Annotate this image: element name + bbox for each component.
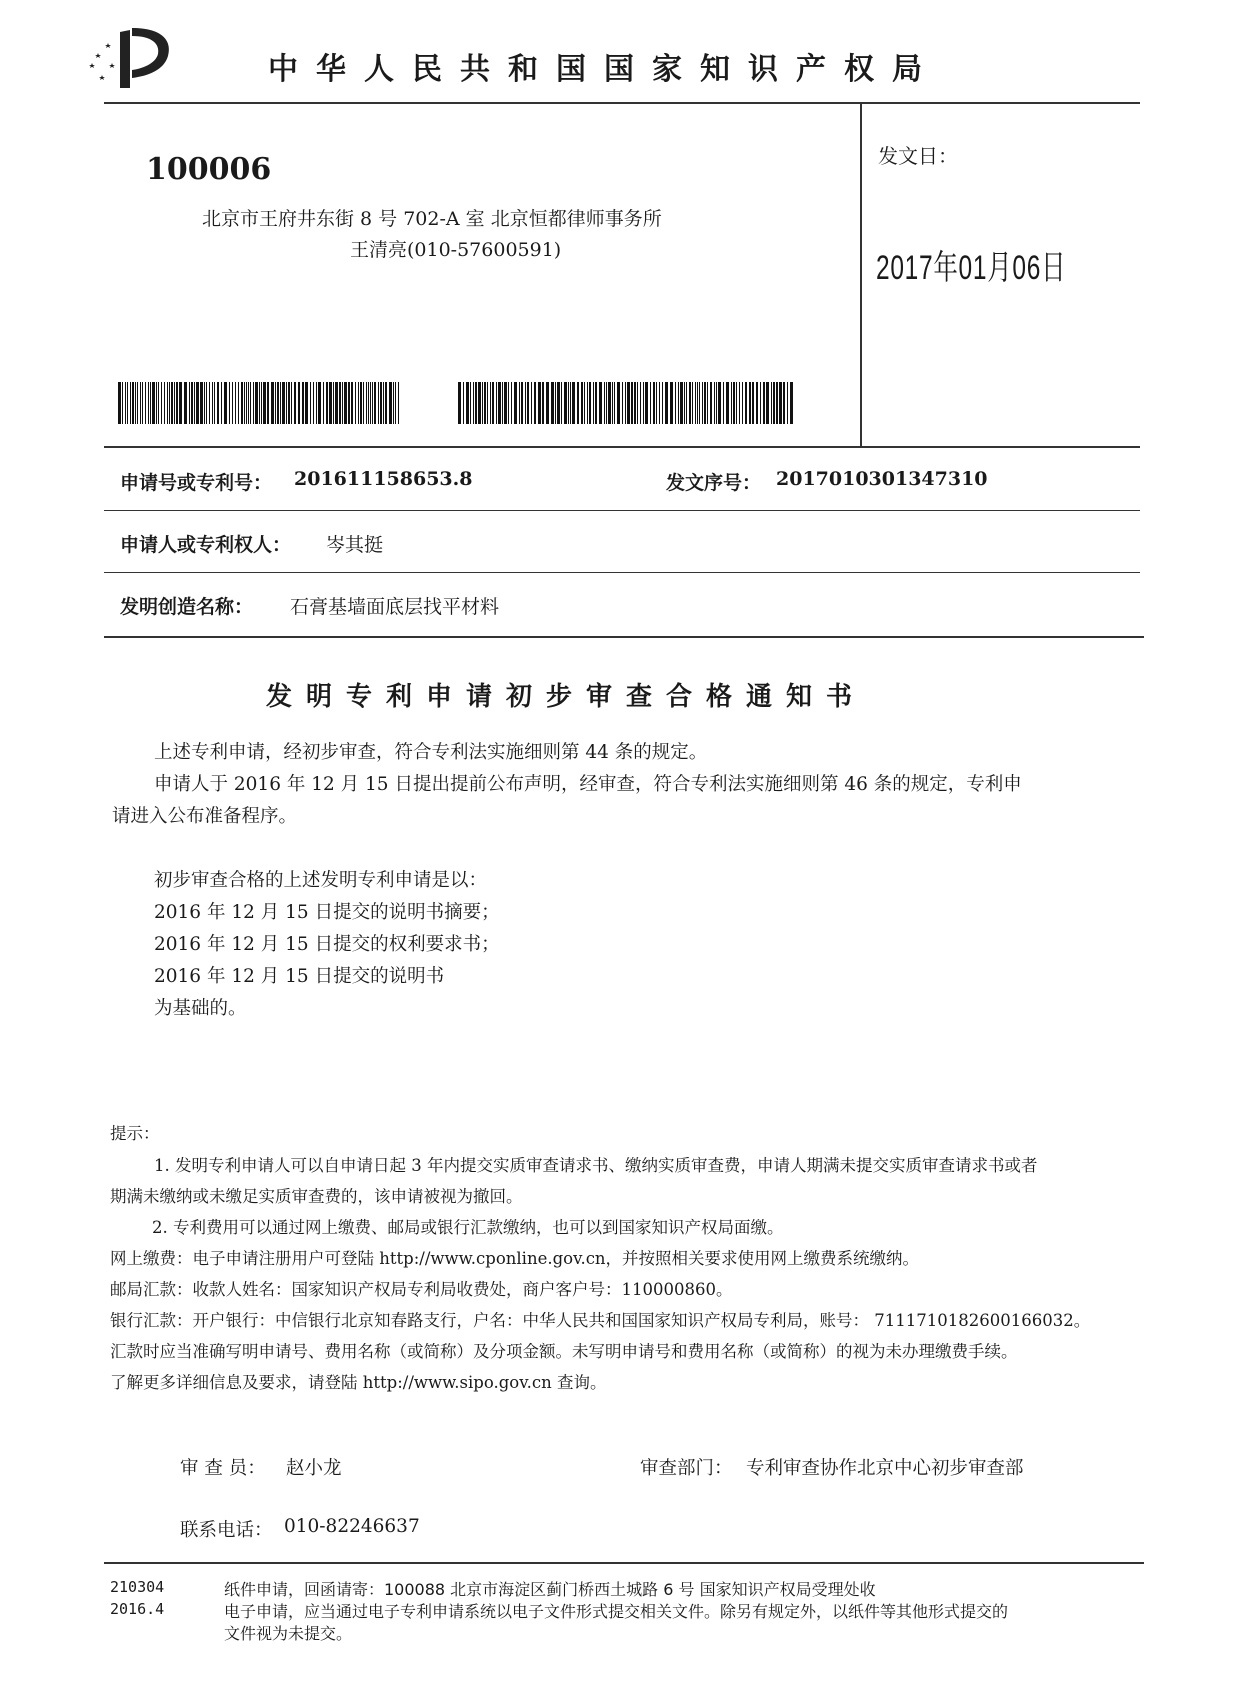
tip-remit-note: 汇款时应当准确写明申请号、费用名称（或简称）及分项金额。未写明申请号和费用名称（或简称）的视为未办理缴费手续。 bbox=[110, 1342, 1018, 1361]
tips-heading: 提示： bbox=[110, 1124, 160, 1143]
recipient-contact: 王清亮(010-57600591) bbox=[350, 239, 562, 261]
header-divider bbox=[104, 102, 1140, 104]
serial-number-label: 发文序号： bbox=[666, 472, 762, 494]
address-divider bbox=[104, 446, 1140, 448]
footer-line-3: 文件视为未提交。 bbox=[224, 1624, 353, 1643]
phone-value: 010-82246637 bbox=[284, 1516, 420, 1537]
date-column-divider bbox=[860, 102, 862, 448]
footer-line-2: 电子申请，应当通过电子专利申请系统以电子文件形式提交相关文件。除另有规定外，以纸件等其他形式提交的 bbox=[224, 1602, 1009, 1621]
application-number-label: 申请号或专利号： bbox=[120, 472, 273, 494]
tip-2: 2. 专利费用可以通过网上缴费、邮局或银行汇款缴纳，也可以到国家知识产权局面缴。 bbox=[152, 1218, 784, 1237]
basis-item: 2016 年 12 月 15 日提交的说明书 bbox=[154, 966, 445, 987]
department-value: 专利审查协作北京中心初步审查部 bbox=[746, 1458, 1024, 1479]
notice-paragraph-2-line-1: 申请人于 2016 年 12 月 15 日提出提前公布声明，经审查，符合专利法实施细则第 46 条的规定，专利申 bbox=[154, 774, 1022, 795]
cnipa-logo-icon bbox=[86, 22, 178, 92]
form-version: 2016.4 bbox=[110, 1600, 165, 1618]
examiner-value: 赵小龙 bbox=[286, 1458, 342, 1479]
notice-title: 发明专利申请初步审查合格通知书 bbox=[266, 682, 867, 712]
info-divider-3 bbox=[104, 636, 1144, 638]
department-label: 审查部门： bbox=[640, 1458, 733, 1479]
recipient-address: 北京市王府井东街 8 号 702-A 室 北京恒都律师事务所 bbox=[202, 208, 662, 230]
postcode: 100006 bbox=[146, 152, 272, 187]
examiner-label: 审 查 员： bbox=[180, 1458, 266, 1479]
basis-item: 2016 年 12 月 15 日提交的权利要求书； bbox=[154, 934, 500, 955]
invention-name-label: 发明创造名称： bbox=[120, 596, 254, 618]
applicant-label: 申请人或专利权人： bbox=[120, 534, 292, 556]
tip-1-line-1: 1. 发明专利申请人可以自申请日起 3 年内提交实质审查请求书、缴纳实质审查费，申请人期满未提交实质审查请求书或者 bbox=[154, 1156, 1038, 1175]
phone-label: 联系电话： bbox=[180, 1520, 273, 1541]
info-divider-2 bbox=[104, 572, 1140, 573]
applicant-value: 岑其挺 bbox=[326, 534, 384, 556]
tip-1-line-2: 期满未缴纳或未缴足实质审查费的，该申请被视为撤回。 bbox=[110, 1187, 523, 1206]
footer-divider bbox=[104, 1562, 1144, 1564]
invention-name-value: 石膏基墙面底层找平材料 bbox=[290, 596, 500, 618]
barcode-left bbox=[118, 382, 400, 424]
tip-bank-payment: 银行汇款：开户银行：中信银行北京知春路支行，户名：中华人民共和国国家知识产权局专利局，账号： 7111710182600166032。 bbox=[110, 1311, 1091, 1330]
basis-outro: 为基础的。 bbox=[154, 998, 247, 1019]
basis-item: 2016 年 12 月 15 日提交的说明书摘要； bbox=[154, 902, 500, 923]
tip-post-payment: 邮局汇款：收款人姓名：国家知识产权局专利局收费处，商户客户号：110000860。 bbox=[110, 1280, 733, 1299]
notice-paragraph-2-line-2: 请进入公布准备程序。 bbox=[112, 806, 298, 827]
serial-number-value: 2017010301347310 bbox=[776, 468, 988, 490]
application-number-value: 201611158653.8 bbox=[294, 468, 473, 490]
barcode-right bbox=[458, 382, 794, 424]
notice-paragraph-1: 上述专利申请，经初步审查，符合专利法实施细则第 44 条的规定。 bbox=[154, 742, 708, 763]
footer-line-1: 纸件申请，回函请寄：100088 北京市海淀区蓟门桥西土城路 6 号 国家知识产权局受理处收 bbox=[224, 1580, 876, 1599]
form-code: 210304 bbox=[110, 1578, 165, 1596]
send-date-value: 2017年01月06日 bbox=[876, 249, 1067, 287]
send-date-label: 发文日： bbox=[878, 144, 958, 168]
info-divider-1 bbox=[104, 510, 1140, 511]
tip-online-payment: 网上缴费：电子申请注册用户可登陆 http://www.cponline.gov.cn，并按照相关要求使用网上缴费系统缴纳。 bbox=[110, 1249, 920, 1268]
basis-intro: 初步审查合格的上述发明专利申请是以： bbox=[154, 870, 488, 891]
office-title: 中华人民共和国国家知识产权局 bbox=[268, 52, 940, 87]
tip-more-info: 了解更多详细信息及要求，请登陆 http://www.sipo.gov.cn 查询。 bbox=[110, 1373, 607, 1392]
